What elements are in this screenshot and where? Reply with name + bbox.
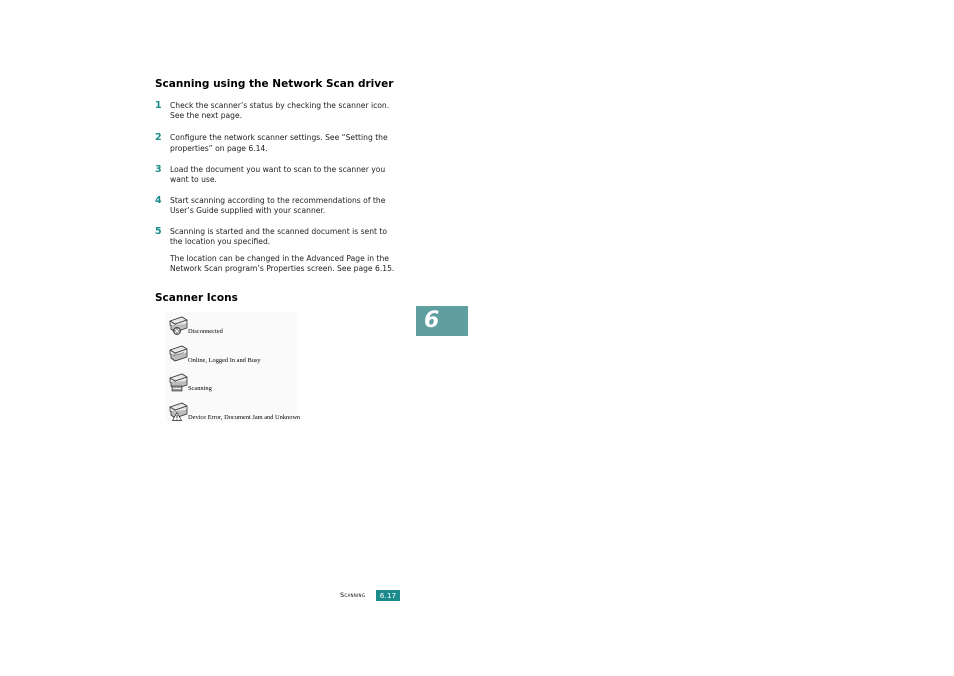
step-number: 4 [155, 195, 162, 206]
scanner-icon-row [167, 400, 307, 426]
step-number: 3 [155, 164, 162, 175]
step-note [170, 254, 410, 275]
section-title-network-scan: Scanning using the Network Scan driver [155, 78, 394, 90]
chapter-tab [416, 306, 468, 336]
step-text [170, 101, 400, 122]
step-text-line: Check the scanner’s status by checking the scanner icon. [170, 101, 390, 110]
scanner-icon-label: Disconnected [188, 328, 223, 335]
scanner-disconnected-icon [167, 314, 189, 336]
step-text-line: the location you specified. [170, 237, 271, 247]
step-text [170, 133, 400, 155]
step-text-line: Configure the network scanner settings. See “Setting the [170, 133, 388, 142]
step-note-line: Network Scan program’s Properties screen. See page 6.15. [170, 264, 395, 274]
step-number: 1 [155, 100, 162, 111]
footer-section-label: Scanning [340, 591, 366, 599]
section-title-scanner-icons: Scanner Icons [155, 292, 238, 304]
footer-page-number: 6.17 [376, 590, 400, 601]
step-text-line: properties” on page 6.14. [170, 144, 268, 154]
step-text-line: want to use. [170, 175, 217, 185]
step-text-line: See the next page. [170, 111, 243, 121]
scanner-scanning-icon [167, 371, 189, 393]
chapter-number: 6 [424, 308, 440, 333]
step-text [170, 165, 400, 186]
step-text-line: Load the document you want to scan to the scanner you [170, 165, 386, 174]
scanner-icon-row [167, 371, 307, 397]
scanner-icons-panel [165, 312, 301, 422]
step-text [170, 196, 400, 217]
scanner-icon-label: Scanning [188, 385, 212, 392]
step-number: 2 [155, 132, 162, 143]
step-number: 5 [155, 226, 162, 237]
step-text-line: Scanning is started and the scanned document is sent to [170, 227, 388, 236]
scanner-error-icon [167, 400, 189, 422]
step-note-line: The location can be changed in the Advanced Page in the [170, 254, 389, 263]
step-text [170, 227, 400, 248]
scanner-icon-label: Device Error, Document Jam and Unknown [188, 414, 301, 421]
step-text-line: User’s Guide supplied with your scanner. [170, 206, 326, 216]
step-text-line: Start scanning according to the recommendations of the [170, 196, 386, 205]
scanner-online-icon [167, 343, 189, 365]
scanner-icon-row [167, 314, 307, 340]
scanner-icon-row [167, 343, 307, 369]
scanner-icon-label: Online, Logged In and Busy [188, 357, 261, 364]
